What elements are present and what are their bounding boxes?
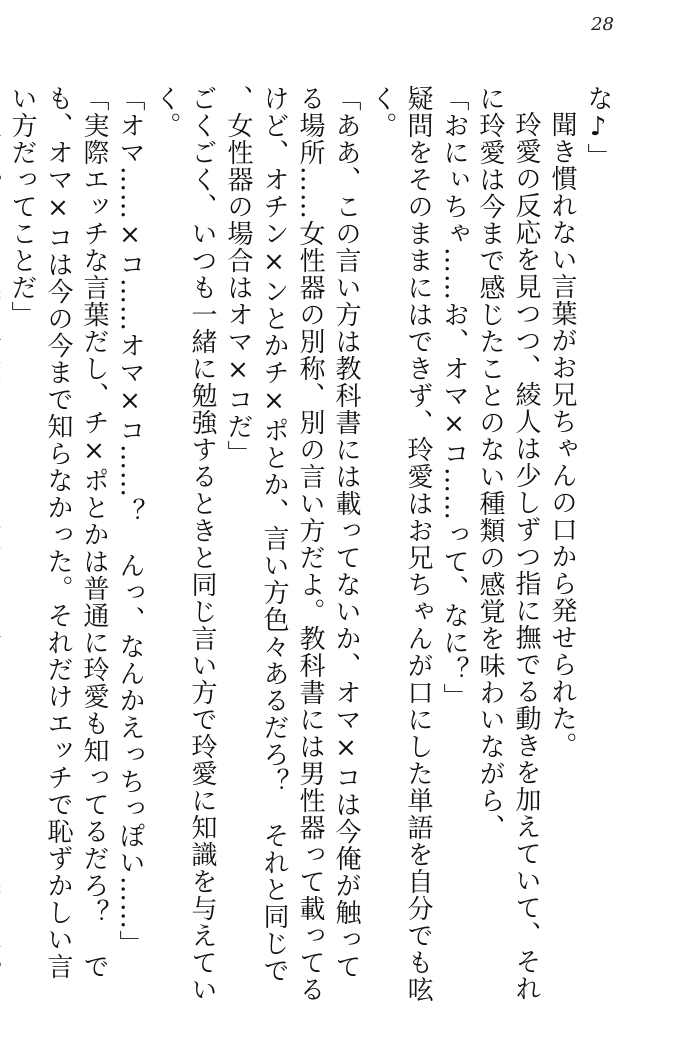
- body-text: [7, 85, 616, 1005]
- page-number: 28: [591, 14, 614, 35]
- paragraph: な♪」: [583, 85, 613, 170]
- paragraph: 聞き慣れない言葉がお兄ちゃんの口から発せられた。: [547, 111, 577, 759]
- dialogue-line: 「ああ、この言い方は教科書には載ってないか、オマ×コは今俺が触ってる場所……女性器の別称、別の言い方だよ。教科書には男性器って載ってるけど、オチン×ンとかチ×ポとか、言い方色々あるだろ？ それと同じで、女性器の場合はオマ×コだ」: [223, 85, 361, 1003]
- paragraph: ごくごく、いつも一緒に勉強するときと同じ言い方で玲愛に知識を与えていく。: [151, 85, 217, 1003]
- dialogue-line: 「実際エッチな言葉だし、チ×ポとかは普通に玲愛も知ってるだろ？ でも、オマ×コは今の今まで知らなかった。それだけエッチで恥ずかしい言い方だってことだ」: [7, 85, 109, 980]
- dialogue-line: 「おにぃちゃ……お、オマ×コ……って、なに？」: [439, 85, 469, 710]
- dialogue-line: 「オマ……×コ……オマ×コ……？ んっ、なんかえっちっぽい……」: [115, 85, 145, 957]
- paragraph: 疑問をそのままにはできず、玲愛はお兄ちゃんが口にした単語を自分でも呟く。: [367, 85, 433, 1003]
- paragraph: [0, 85, 4, 1005]
- paragraph: 玲愛の反応を見つつ、綾人は少しずつ指に撫でる動きを加えていて、それに玲愛は今まで感じたことのない種類の感覚を味わいながら、: [475, 85, 541, 1002]
